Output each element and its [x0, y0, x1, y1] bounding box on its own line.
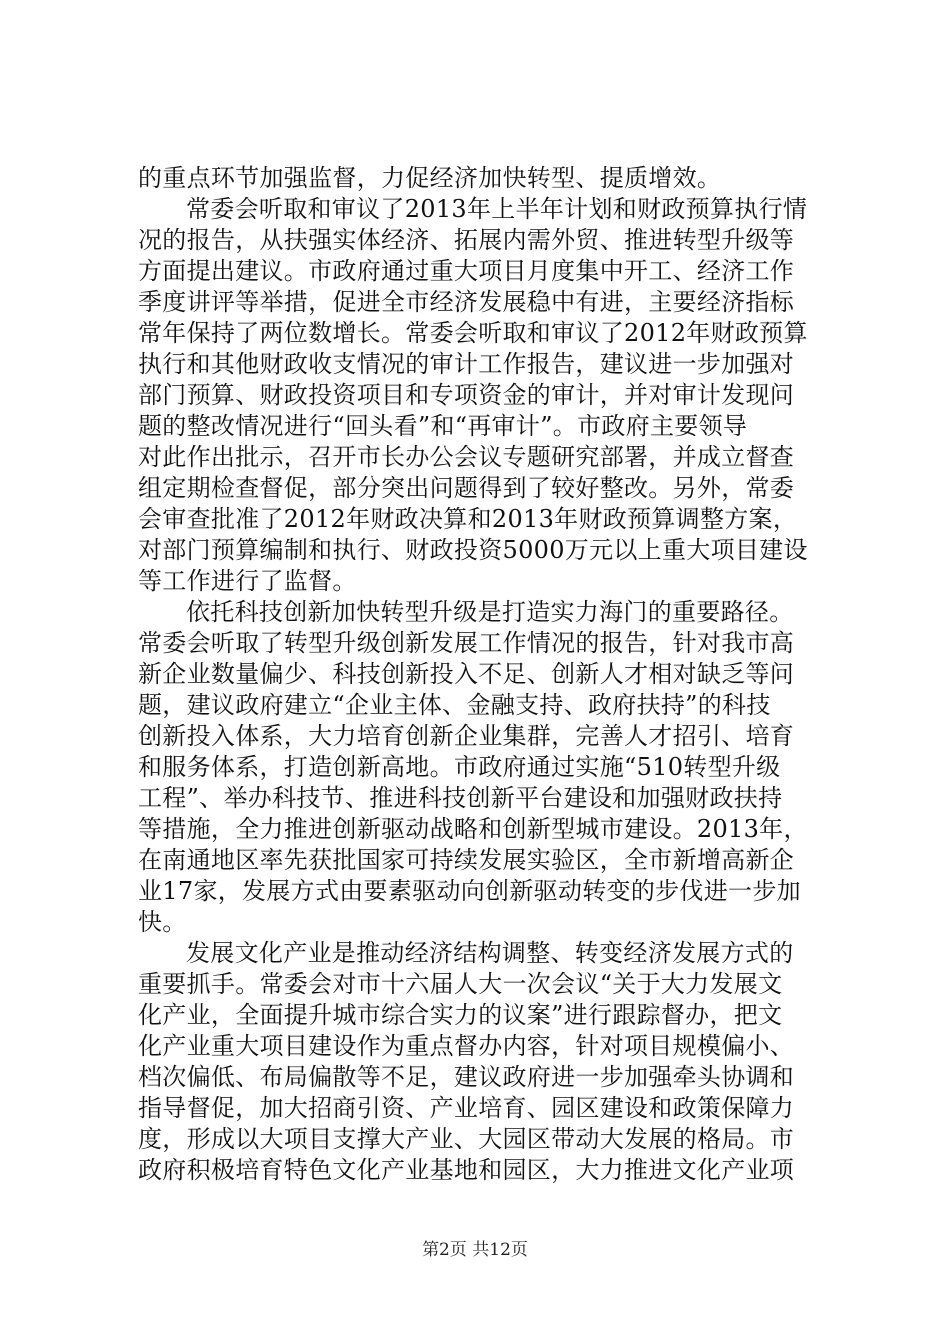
text-line: 创新投入体系，大力培育创新企业集群，完善人才招引、培育 — [138, 722, 795, 750]
text-line: 常委会听取了转型升级创新发展工作情况的报告，针对我市高 — [138, 629, 795, 657]
text-line: 发展文化产业是推动经济结构调整、转变经济发展方式的 — [186, 939, 794, 967]
text-line: 执行和其他财政收支情况的审计工作报告，建议进一步加强对 — [138, 350, 795, 378]
text-line: 工程”、举办科技节、推进科技创新平台建设和加强财政扶持 — [138, 784, 783, 812]
text-line: 对部门预算编制和执行、财政投资5000万元以上重大项目建设 — [138, 536, 808, 564]
page-footer — [0, 1239, 950, 1261]
text-line: 度，形成以大项目支撑大产业、大园区带动大发展的格局。市 — [138, 1125, 795, 1153]
text-line: 题，建议政府建立“企业主体、金融支持、政府扶持”的科技 — [138, 691, 771, 719]
text-line: 组定期检查督促，部分突出问题得到了较好整改。另外，常委 — [138, 474, 795, 502]
page-number-label: 第2页 共12页 — [422, 1240, 528, 1260]
text-line: 等措施，全力推进创新驱动战略和创新型城市建设。2013年， — [138, 815, 808, 843]
text-line: 化产业重大项目建设作为重点督办内容，针对项目规模偏小、 — [138, 1032, 795, 1060]
text-line: 快。 — [138, 908, 187, 936]
text-line: 等工作进行了监督。 — [138, 567, 357, 595]
text-line: 会审查批准了2012年财政决算和2013年财政预算调整方案， — [138, 505, 798, 533]
text-line: 方面提出建议。市政府通过重大项目月度集中开工、经济工作 — [138, 257, 795, 285]
text-line: 的重点环节加强监督，力促经济加快转型、提质增效。 — [138, 164, 722, 192]
text-line: 依托科技创新加快转型升级是打造实力海门的重要路径。 — [186, 598, 794, 626]
document-body — [138, 163, 814, 1186]
text-line: 档次偏低、布局偏散等不足，建议政府进一步加强牵头协调和 — [138, 1063, 795, 1091]
text-line: 部门预算、财政投资项目和专项资金的审计，并对审计发现问 — [138, 381, 795, 409]
text-line: 业17家，发展方式由要素驱动向创新驱动转变的步伐进一步加 — [138, 877, 801, 905]
text-line: 季度讲评等举措，促进全市经济发展稳中有进，主要经济指标 — [138, 288, 795, 316]
text-line: 新企业数量偏少、科技创新投入不足、创新人才相对缺乏等问 — [138, 660, 795, 688]
text-line: 对此作出批示，召开市长办公会议专题研究部署，并成立督查 — [138, 443, 795, 471]
text-line: 化产业，全面提升城市综合实力的议案”进行跟踪督办，把文 — [138, 1001, 783, 1029]
text-line: 重要抓手。常委会对市十六届人大一次会议“关于大力发展文 — [138, 970, 783, 998]
text-line: 在南通地区率先获批国家可持续发展实验区，全市新增高新企 — [138, 846, 795, 874]
text-line: 政府积极培育特色文化产业基地和园区，大力推进文化产业项 — [138, 1156, 795, 1184]
text-line: 况的报告，从扶强实体经济、拓展内需外贸、推进转型升级等 — [138, 226, 795, 254]
text-line: 指导督促，加大招商引资、产业培育、园区建设和政策保障力 — [138, 1094, 795, 1122]
text-line: 题的整改情况进行“回头看”和“再审计”。市政府主要领导 — [138, 412, 748, 440]
text-line: 常年保持了两位数增长。常委会听取和审议了2012年财政预算 — [138, 319, 808, 347]
text-line: 和服务体系，打造创新高地。市政府通过实施“510转型升级 — [138, 753, 781, 781]
text-line: 常委会听取和审议了2013年上半年计划和财政预算执行情 — [186, 195, 808, 223]
